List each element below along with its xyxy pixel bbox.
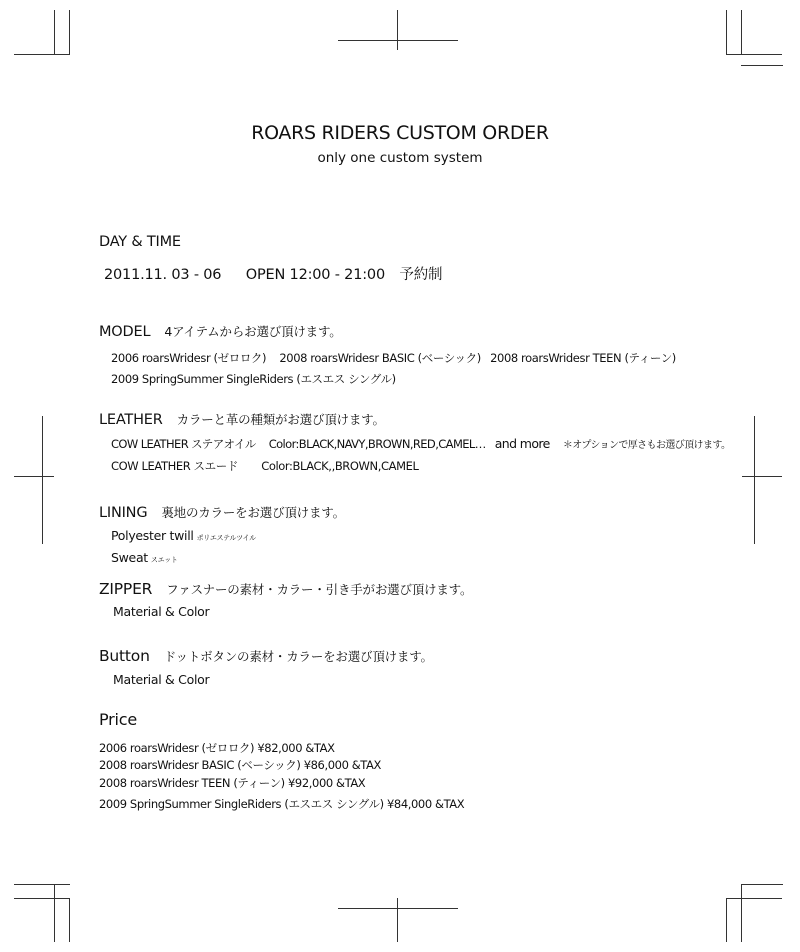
leather-row-2 — [111, 458, 418, 474]
price-item: 2009 SpringSummer SingleRiders (エスエス シングル) ¥84,000 &TAX — [99, 797, 465, 811]
zipper-detail: Material & Color — [113, 604, 210, 619]
model-item: 2006 roarsWridesr (ゼロロク) — [111, 351, 267, 365]
leather-heading — [99, 410, 385, 428]
button-heading — [99, 647, 433, 665]
lining-item-name: Sweat — [111, 550, 148, 565]
leather-colors: Color:BLACK,,BROWN,CAMEL — [261, 459, 419, 473]
price-item: 2006 roarsWridesr (ゼロロク) ¥82,000 &TAX — [99, 741, 335, 755]
model-list-line-2: 2009 SpringSummer SingleRiders (エスエス シングル) — [111, 372, 396, 386]
and-more-text: and more — [494, 436, 550, 451]
day-time-line — [104, 263, 442, 284]
model-label: MODEL — [99, 324, 151, 340]
zipper-note: ファスナーの素材・カラー・引き手がお選び頂けます。 — [166, 582, 473, 597]
button-label: Button — [99, 647, 150, 665]
button-note: ドットボタンの素材・カラーをお選び頂けます。 — [163, 649, 433, 664]
model-list-line-1 — [111, 350, 676, 366]
reservation-note: 予約制 — [399, 267, 443, 283]
model-item: 2008 roarsWridesr BASIC (ベーシック) — [279, 351, 481, 365]
model-note: 4アイテムからお選び頂けます。 — [164, 324, 342, 339]
leather-note: カラーと革の種類がお選び頂けます。 — [176, 412, 385, 427]
leather-label: LEATHER — [99, 412, 163, 428]
leather-row-1 — [111, 436, 730, 452]
lining-item-name: Polyester twill — [111, 528, 194, 543]
day-time-heading: DAY & TIME — [99, 234, 181, 250]
page-title: ROARS RIDERS CUSTOM ORDER — [251, 122, 549, 144]
lining-note: 裏地のカラーをお選び頂けます。 — [161, 505, 345, 520]
model-heading — [99, 322, 342, 340]
lining-item-kana: スエット — [150, 556, 178, 564]
thickness-option-note: ＊オプションで厚さもお選び頂けます。 — [562, 440, 731, 451]
button-detail: Material & Color — [113, 672, 210, 687]
model-item: 2008 roarsWridesr TEEN (ティーン) — [490, 351, 676, 365]
lining-heading — [99, 503, 345, 521]
event-hours: OPEN 12:00 - 21:00 — [245, 267, 385, 283]
leather-type: COW LEATHER スエード — [111, 459, 238, 473]
leather-colors: Color:BLACK,NAVY,BROWN,RED,CAMEL… — [268, 437, 486, 451]
lining-item-2 — [111, 550, 178, 565]
lining-label: LINING — [99, 505, 148, 521]
leather-type: COW LEATHER ステアオイル — [111, 437, 256, 451]
lining-item-kana: ポリエステルツイル — [196, 534, 256, 542]
zipper-heading — [99, 580, 472, 598]
page-subtitle: only one custom system — [317, 150, 483, 166]
zipper-label: ZIPPER — [99, 580, 153, 598]
price-item: 2008 roarsWridesr BASIC (ベーシック) ¥86,000 &TAX — [99, 758, 381, 772]
event-date: 2011.11. 03 - 06 — [104, 267, 222, 283]
price-item: 2008 roarsWridesr TEEN (ティーン) ¥92,000 &TAX — [99, 776, 366, 790]
price-heading: Price — [99, 710, 138, 729]
lining-item-1 — [111, 528, 256, 543]
